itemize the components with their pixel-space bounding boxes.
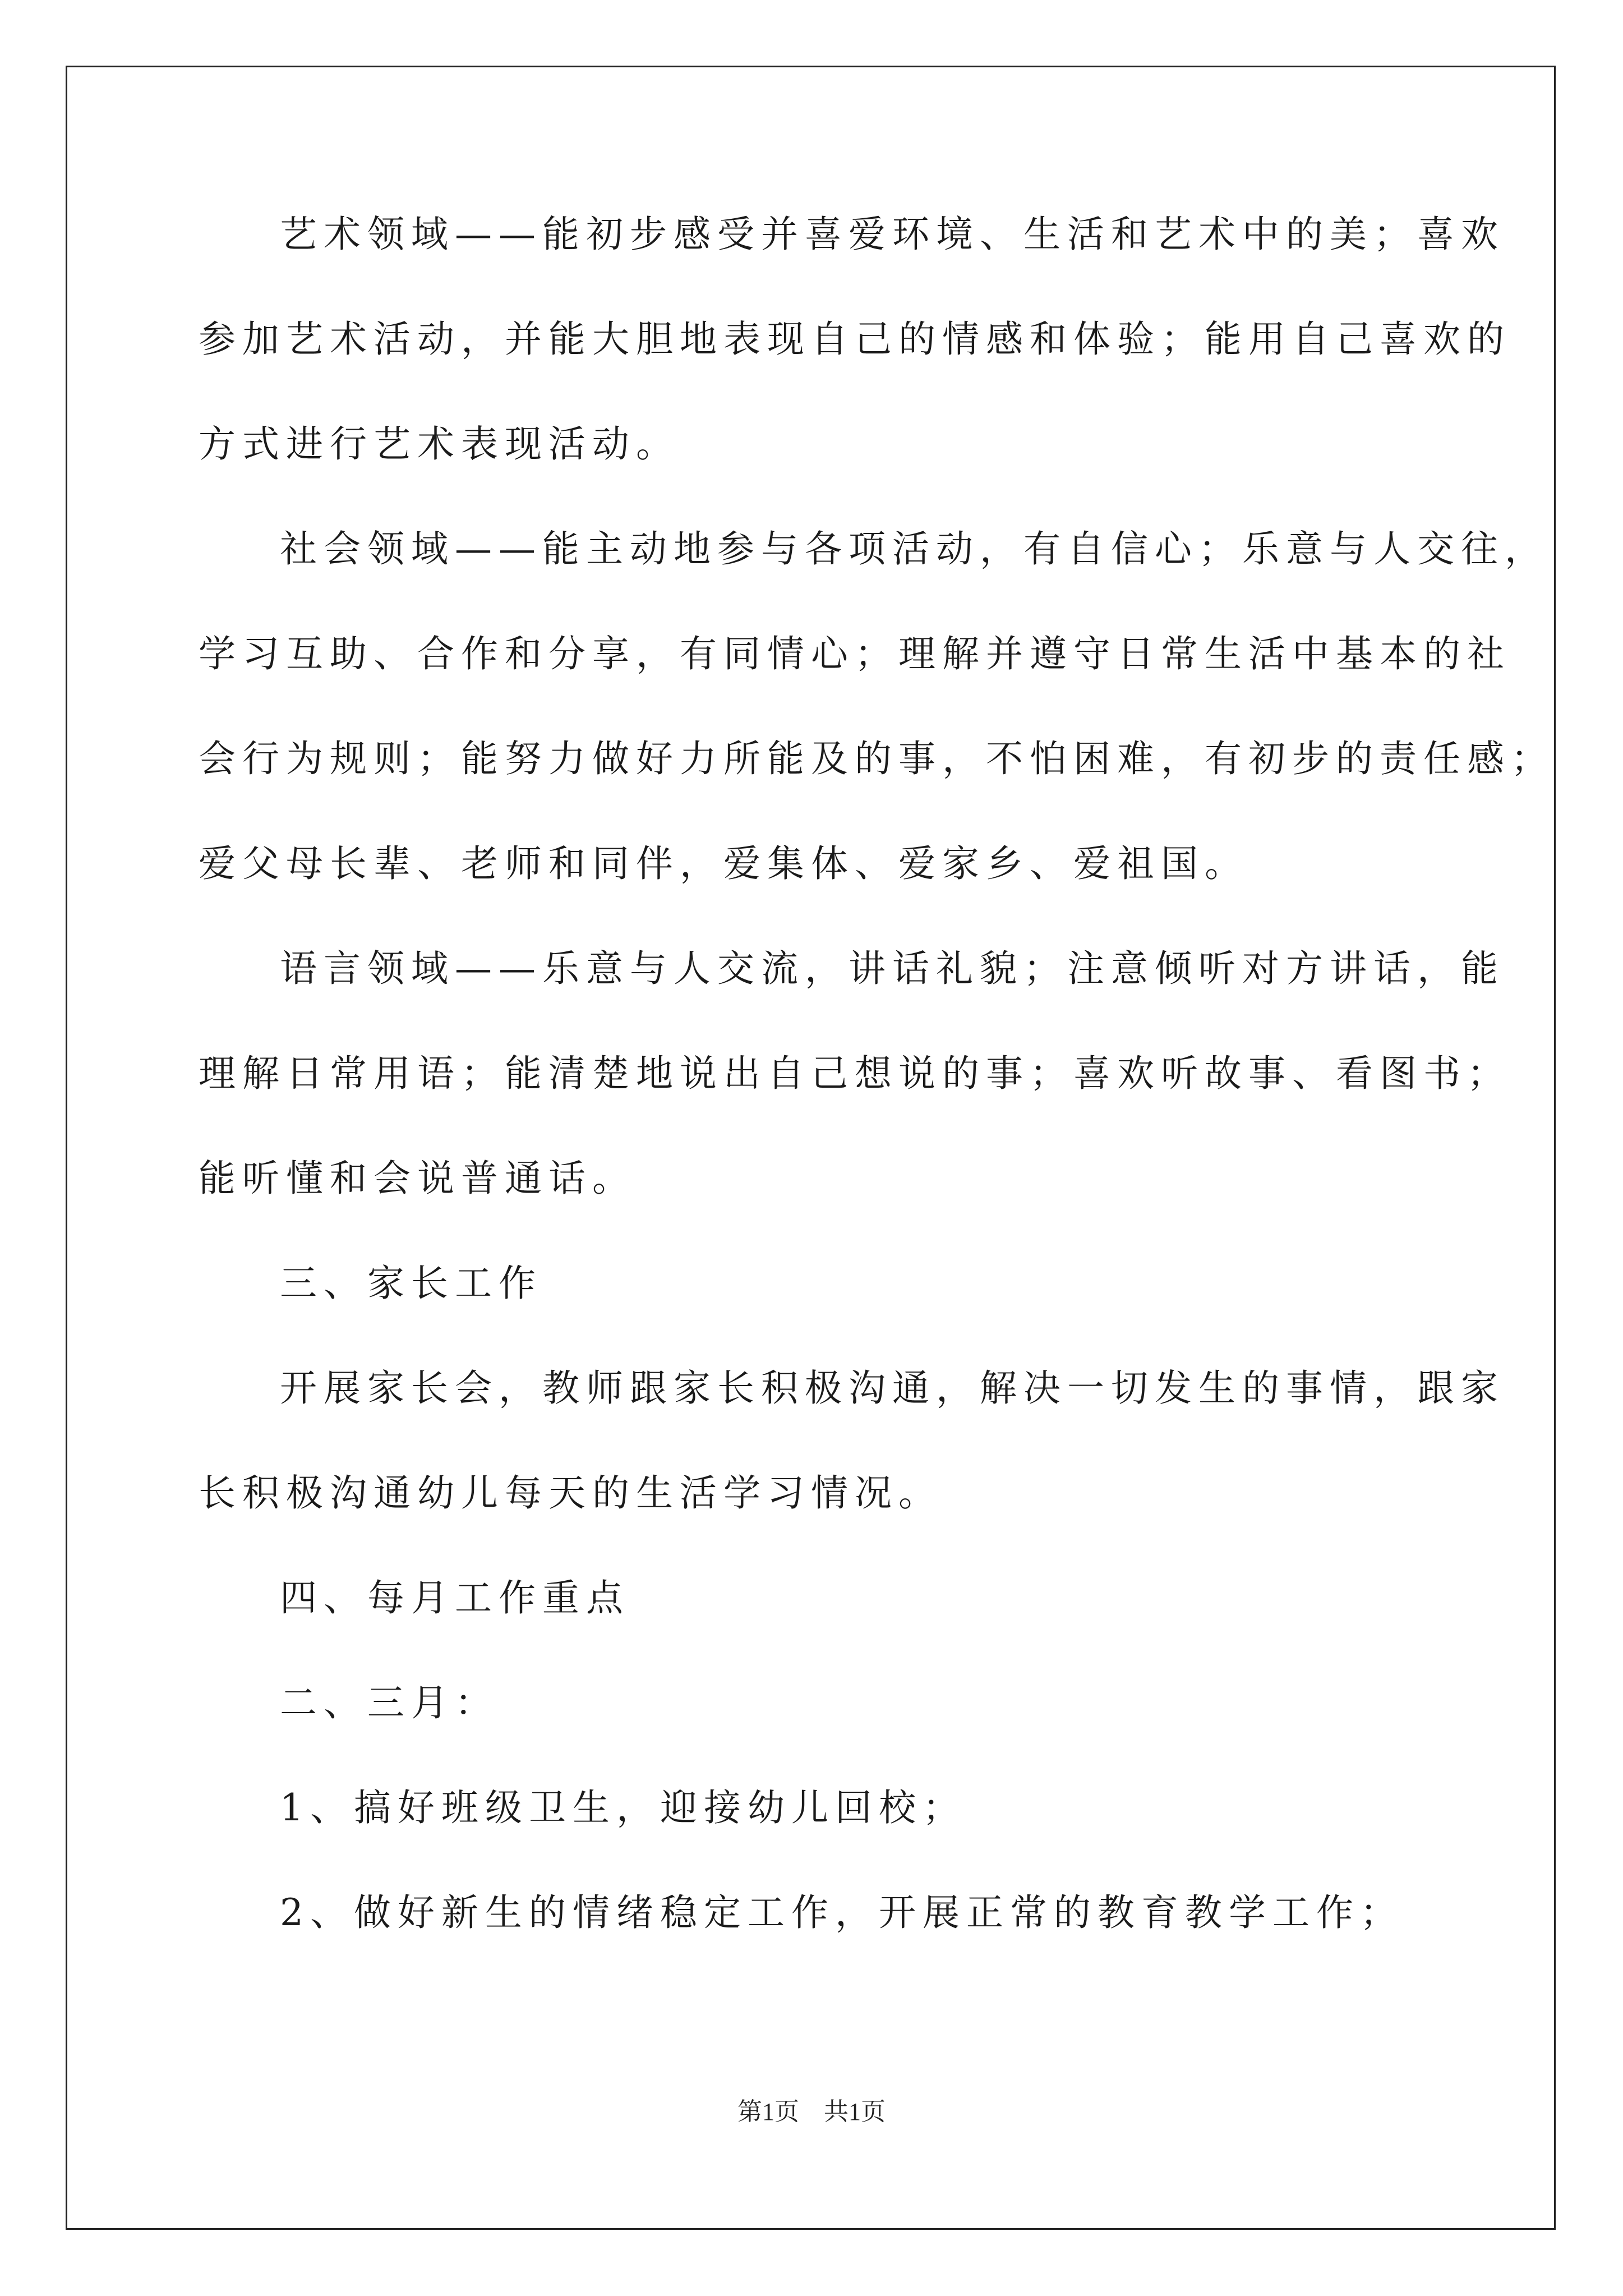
paragraph-line: 学习互助、合作和分享，有同情心；理解并遵守日常生活中基本的社	[199, 632, 1511, 675]
paragraph-line: 长积极沟通幼儿每天的生活学习情况。	[199, 1471, 942, 1515]
paragraph-line: 方式进行艺术表现活动。	[199, 422, 680, 466]
paragraph-line: 艺术领域——能初步感受并喜爱环境、生活和艺术中的美；喜欢	[280, 213, 1505, 256]
section-heading: 四、每月工作重点	[280, 1576, 630, 1619]
page-number: 第1页	[737, 2098, 799, 2125]
section-heading: 三、家长工作	[280, 1262, 542, 1305]
paragraph-line: 会行为规则；能努力做好力所能及的事，不怕困难，有初步的责任感；	[199, 737, 1555, 780]
paragraph-line: 理解日常用语；能清楚地说出自己想说的事；喜欢听故事、看图书；	[199, 1052, 1511, 1095]
paragraph-line: 语言领域——乐意与人交流，讲话礼貌；注意倾听对方讲话，能	[280, 947, 1505, 990]
page-footer	[0, 2091, 1623, 2127]
list-item: 1、搞好班级卫生，迎接幼儿回校；	[280, 1786, 966, 1829]
paragraph-line: 爱父母长辈、老师和同伴，爱集体、爱家乡、爱祖国。	[199, 842, 1248, 885]
paragraph-line: 开展家长会，教师跟家长积极沟通，解决一切发生的事情，跟家	[280, 1366, 1505, 1410]
paragraph-line: 能听懂和会说普通话。	[199, 1157, 636, 1200]
paragraph-line: 社会领域——能主动地参与各项活动，有自信心；乐意与人交往，	[280, 527, 1548, 570]
paragraph-line: 参加艺术活动，并能大胆地表现自己的情感和体验；能用自己喜欢的	[199, 318, 1511, 361]
subsection-heading: 二、三月：	[280, 1681, 499, 1724]
page-total: 共1页	[824, 2098, 886, 2125]
list-item: 2、做好新生的情绪稳定工作，开展正常的教育教学工作；	[280, 1891, 1404, 1934]
document-body	[199, 213, 1555, 1999]
